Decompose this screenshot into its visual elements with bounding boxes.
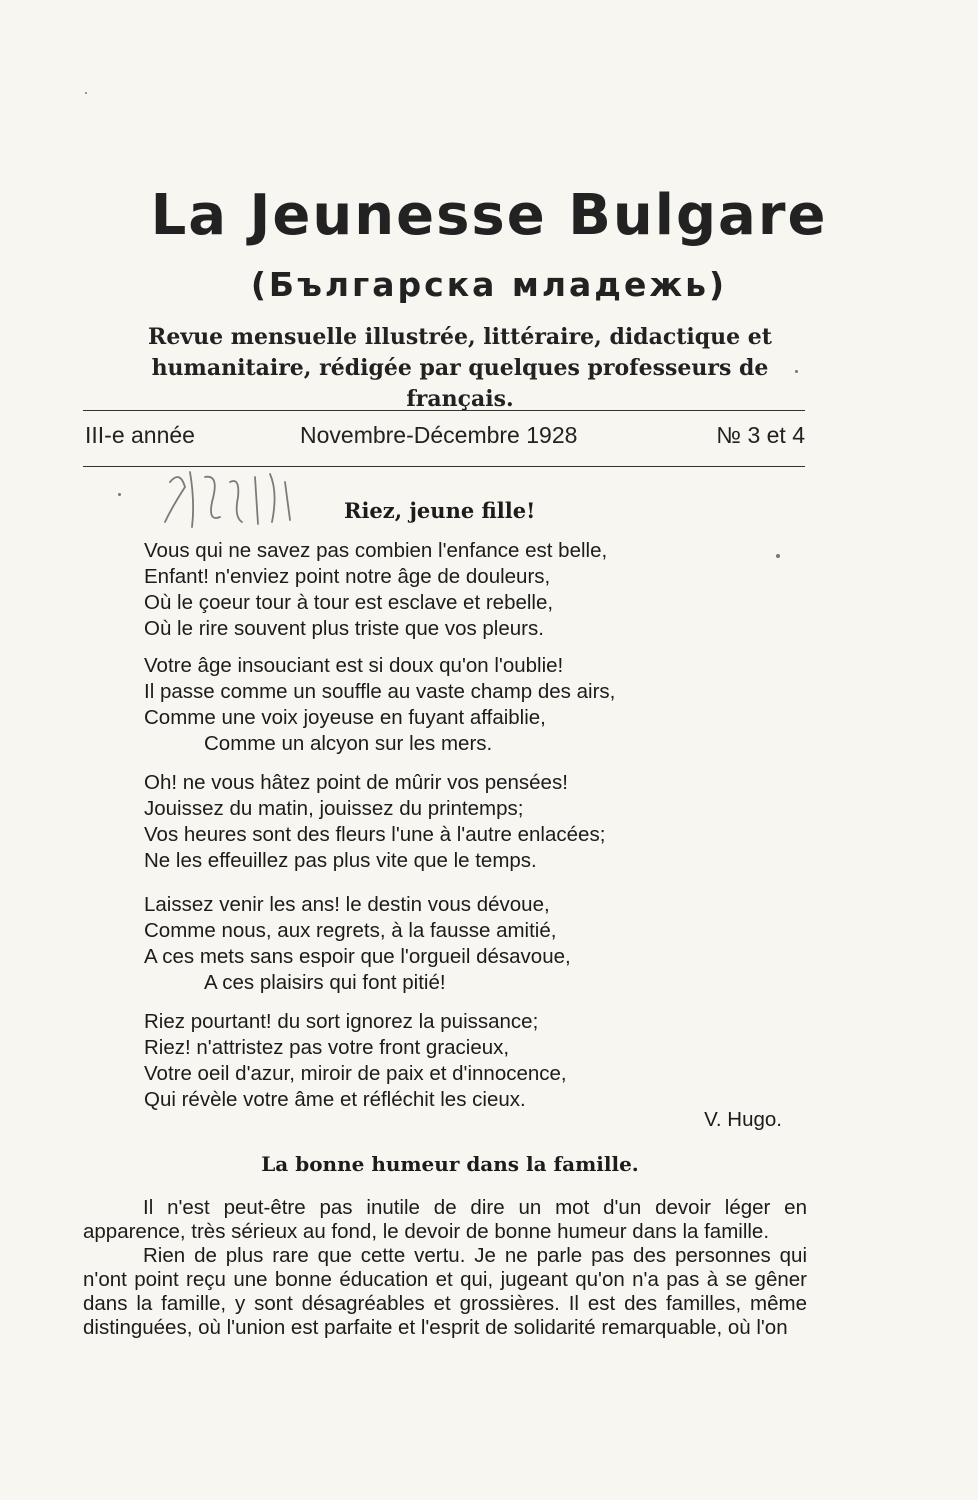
poem-stanza-4 xyxy=(144,892,784,996)
paper-speck xyxy=(795,370,798,373)
poem-line: Comme un alcyon sur les mers. xyxy=(204,732,493,755)
article-paragraph: Rien de plus rare que cette vertu. Je ne parle pas des personnes qui n'ont point reçu une bonne éducation et qui, jugeant qu'on n'a pas à se gêner dans la famille, y sont désagréables et grossières. Il est des familles, même distinguées, où l'union est parfaite et l'esprit de solidarité remarquable, où l'on xyxy=(83,1244,807,1339)
poem-line: Comme une voix joyeuse en fuyant affaiblie, xyxy=(144,706,546,729)
poem-line: Il passe comme un souffle au vaste champ des airs, xyxy=(144,680,616,703)
issue-date: Novembre-Décembre 1928 xyxy=(300,422,578,448)
poem-line: Riez pourtant! du sort ignorez la puissance; xyxy=(144,1010,539,1033)
article-paragraph: Il n'est peut-être pas inutile de dire un mot d'un devoir léger en apparence, très sérieux au fond, le devoir de bonne humeur dans la famille. xyxy=(83,1196,807,1243)
poem-line: Vous qui ne savez pas combien l'enfance est belle, xyxy=(144,539,608,562)
issue-year: III-e année xyxy=(85,422,195,448)
poem-line: Où le rire souvent plus triste que vos pleurs. xyxy=(144,617,544,640)
poem-stanza-2 xyxy=(144,653,784,757)
poem-line: Riez! n'attristez pas votre front gracieux, xyxy=(144,1036,510,1059)
poem-stanza-3 xyxy=(144,770,784,874)
paper-speck xyxy=(776,554,780,558)
poem-line: Oh! ne vous hâtez point de mûrir vos pensées! xyxy=(144,771,568,794)
poem-line: A ces plaisirs qui font pitié! xyxy=(204,971,446,994)
masthead-title: La Jeunesse Bulgare xyxy=(150,183,828,248)
poem-stanza-1 xyxy=(144,538,784,642)
poem-line: Votre oeil d'azur, miroir de paix et d'innocence, xyxy=(144,1062,567,1085)
poem-author: V. Hugo. xyxy=(704,1108,782,1131)
issue-number: № 3 et 4 xyxy=(716,422,805,448)
poem-line: Où le çoeur tour à tour est esclave et rebelle, xyxy=(144,591,554,614)
poem-line: Laissez venir les ans! le destin vous dévoue, xyxy=(144,893,550,916)
article-title: La bonne humeur dans la famille. xyxy=(261,1152,639,1176)
paper-speck xyxy=(85,92,87,94)
poem-line: Votre âge insouciant est si doux qu'on l'oublie! xyxy=(144,654,564,677)
poem-line: Qui révèle votre âme et réfléchit les cieux. xyxy=(144,1088,526,1111)
paper-speck xyxy=(118,493,121,496)
poem-line: Jouissez du matin, jouissez du printemps; xyxy=(144,797,524,820)
handwritten-stamp-mark xyxy=(160,462,330,532)
poem-title: Riez, jeune fille! xyxy=(344,498,536,523)
poem-line: A ces mets sans espoir que l'orgueil désavoue, xyxy=(144,945,571,968)
poem-line: Ne les effeuillez pas plus vite que le temps. xyxy=(144,849,537,872)
article-body xyxy=(83,1196,807,1340)
top-divider xyxy=(83,410,805,411)
poem-line: Enfant! n'enviez point notre âge de douleurs, xyxy=(144,565,551,588)
poem-line: Vos heures sont des fleurs l'une à l'autre enlacées; xyxy=(144,823,606,846)
masthead-subtitle: (Българска младежь) xyxy=(250,265,728,304)
poem-stanza-5 xyxy=(144,1009,784,1113)
masthead-description: Revue mensuelle illustrée, littéraire, didactique et humanitaire, rédigée par quelques professeurs de français. xyxy=(148,324,772,412)
poem-line: Comme nous, aux regrets, à la fausse amitié, xyxy=(144,919,557,942)
